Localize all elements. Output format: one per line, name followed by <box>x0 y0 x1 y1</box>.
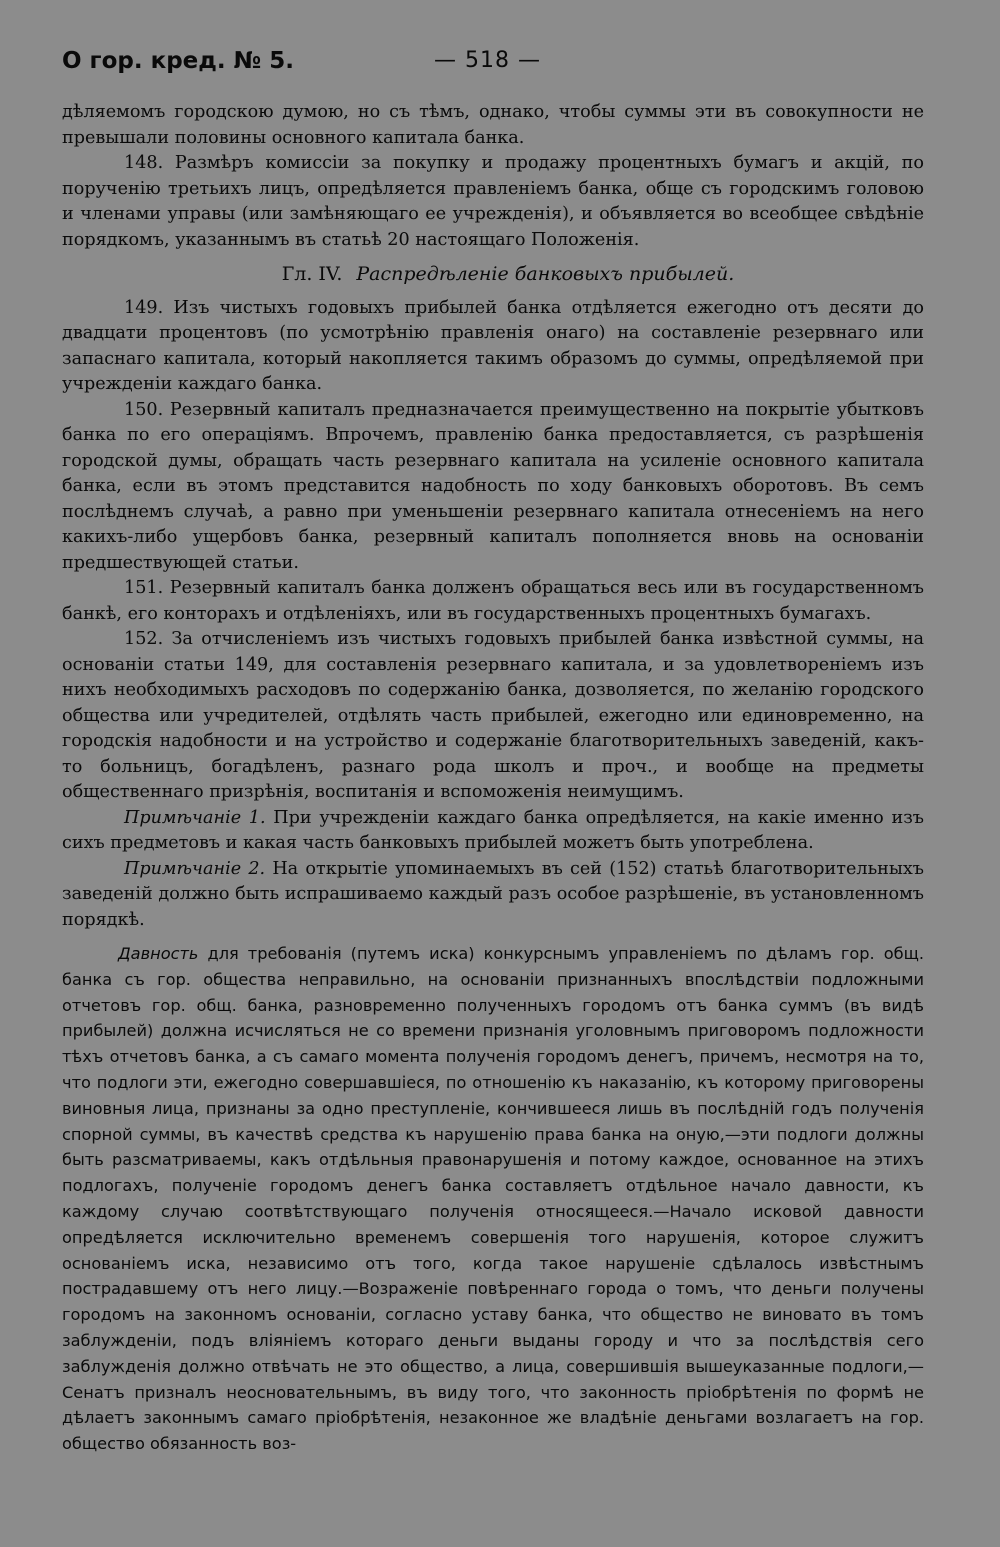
article-151: 151. Резервный капиталъ банка долженъ обращаться весь или въ государственномъ банкѣ, его конторахъ и отдѣленіяхъ, или въ государственныхъ процентныхъ бумагахъ. <box>62 578 924 624</box>
note-2-text: На открытіе упоминаемыхъ въ сей (152) статьѣ благотворительныхъ заведеній должно быть испрашиваемо каждый разъ особое разрѣшеніе, въ установленномъ порядкѣ. <box>62 858 924 930</box>
page-header <box>62 48 924 84</box>
article-148: 148. Размѣръ комиссіи за покупку и продажу процентныхъ бумагъ и акцій, по порученію третьихъ лицъ, опредѣляется правленіемъ банка, обще съ городскимъ головою и членами управы (или замѣняющаго ее учрежденія), и объявляется во всеобщее свѣдѣніе порядкомъ, указаннымъ въ статьѣ 20 настоящаго Положенія. <box>62 153 924 250</box>
statute-text <box>62 100 924 933</box>
article-152: 152. За отчисленіемъ изъ чистыхъ годовыхъ прибылей банка извѣстной суммы, на основаніи статьи 149, для составленія резервнаго капитала, и за удовлетвореніемъ изъ нихъ необходимыхъ расходовъ по содержанію банка, дозволяется, по желанію городского общества или учредителей, отдѣлять часть прибылей, ежегодно или единовременно, на городскія надобности и на устройство и содержаніе благотворительныхъ заведеній, какъ-то больницъ, богадѣленъ, разнаго рода школъ и проч., и вообще на предметы общественнаго призрѣнія, воспитанія и вспоможенія неимущимъ. <box>62 629 924 802</box>
chapter-number: Гл. IV. <box>281 263 343 285</box>
case-law-paragraph <box>62 941 924 1457</box>
page-number: — 518 — <box>434 48 541 73</box>
case-law-text: для требованія (путемъ иска) конкурснымъ управленіемъ по дѣламъ гор. общ. банка съ гор. общества неправильно, на основаніи признанныхъ впослѣдствіи подложными отчетовъ гор. общ. банка, разновременно полученныхъ городомъ отъ банка суммъ (въ видѣ прибылей) должна исчисляться не со времени признанія уголовнымъ приговоромъ подложности тѣхъ отчетовъ банка, а съ самаго момента полученія городомъ денегъ, причемъ, несмотря на то, что подлоги эти, ежегодно совершавшіеся, по отношенію къ наказанію, къ которому приговорены виновныя лица, признаны за одно преступленіе, кончившееся лишь въ послѣдній годъ полученія спорной суммы, въ качествѣ средства къ нарушенію права банка на оную,—эти подлоги должны быть разсматриваемы, какъ отдѣльныя правонарушенія и потому каждое, основанное на этихъ подлогахъ, полученіе городомъ денегъ банка составляетъ отдѣльное начало давности, къ каждому случаю соотвѣтствующаго полученія относящееся.—Начало исковой давности опредѣляется исключительно временемъ совершенія того нарушенія, которое служитъ основаніемъ иска, независимо отъ того, когда такое нарушеніе сдѣлалось извѣстнымъ пострадавшему отъ него лицу.—Возраженіе повѣреннаго города о томъ, что деньги получены городомъ на законномъ основаніи, согласно уставу банка, что общество не виновато въ томъ заблужденіи, подъ вліяніемъ котораго деньги выданы городу и что за послѣдствія сего заблужденія должно отвѣчать не это общество, а лица, совершившія вышеуказанные подлоги,—Сенатъ призналъ неосновательнымъ, въ виду того, что законность пріобрѣтенія по формѣ не дѣлаетъ законнымъ самаго пріобрѣтенія, незаконное же владѣніе деньгами возлагаетъ на гор. общество обязанность воз- <box>62 944 924 1454</box>
note-1-label: Примѣчаніе 1. <box>124 807 266 828</box>
note-1 <box>62 806 924 857</box>
chapter-heading <box>62 262 924 288</box>
continued-paragraph: дѣляемомъ городскою думою, но съ тѣмъ, однако, чтобы суммы эти въ совокупности не превышали половины основного капитала банка. <box>62 102 924 148</box>
note-2-label: Примѣчаніе 2. <box>124 858 266 879</box>
case-law-label: Давность <box>118 944 199 963</box>
article-150: 150. Резервный капиталъ предназначается преимущественно на покрытіе убытковъ банка по его операціямъ. Впрочемъ, правленію банка предоставляется, съ разрѣшенія городской думы, обращать часть резервнаго капитала на усиленіе основного капитала банка, если въ этомъ представится надобность по ходу банковыхъ оборотовъ. Въ семъ послѣднемъ случаѣ, а равно при уменьшеніи резервнаго капитала отнесеніемъ на него какихъ-либо ущербовъ банка, резервный капиталъ пополняется вновь на основаніи предшествующей статьи. <box>62 399 924 573</box>
running-head: О гор. кред. № 5. <box>62 48 294 74</box>
note-1-text: При учрежденіи каждаго банка опредѣляется, на какіе именно изъ сихъ предметовъ и какая часть банковыхъ прибылей можетъ быть употреблена. <box>62 807 924 853</box>
note-2 <box>62 857 924 934</box>
chapter-title: Распредѣленіе банковыхъ прибылей. <box>356 263 735 285</box>
article-149: 149. Изъ чистыхъ годовыхъ прибылей банка отдѣляется ежегодно отъ десяти до двадцати процентовъ (по усмотрѣнію правленія онаго) на составленіе резервнаго или запаснаго капитала, который накопляется такимъ образомъ до суммы, опредѣляемой при учрежденіи каждаго банка. <box>62 297 924 394</box>
case-law-note <box>62 941 924 1457</box>
